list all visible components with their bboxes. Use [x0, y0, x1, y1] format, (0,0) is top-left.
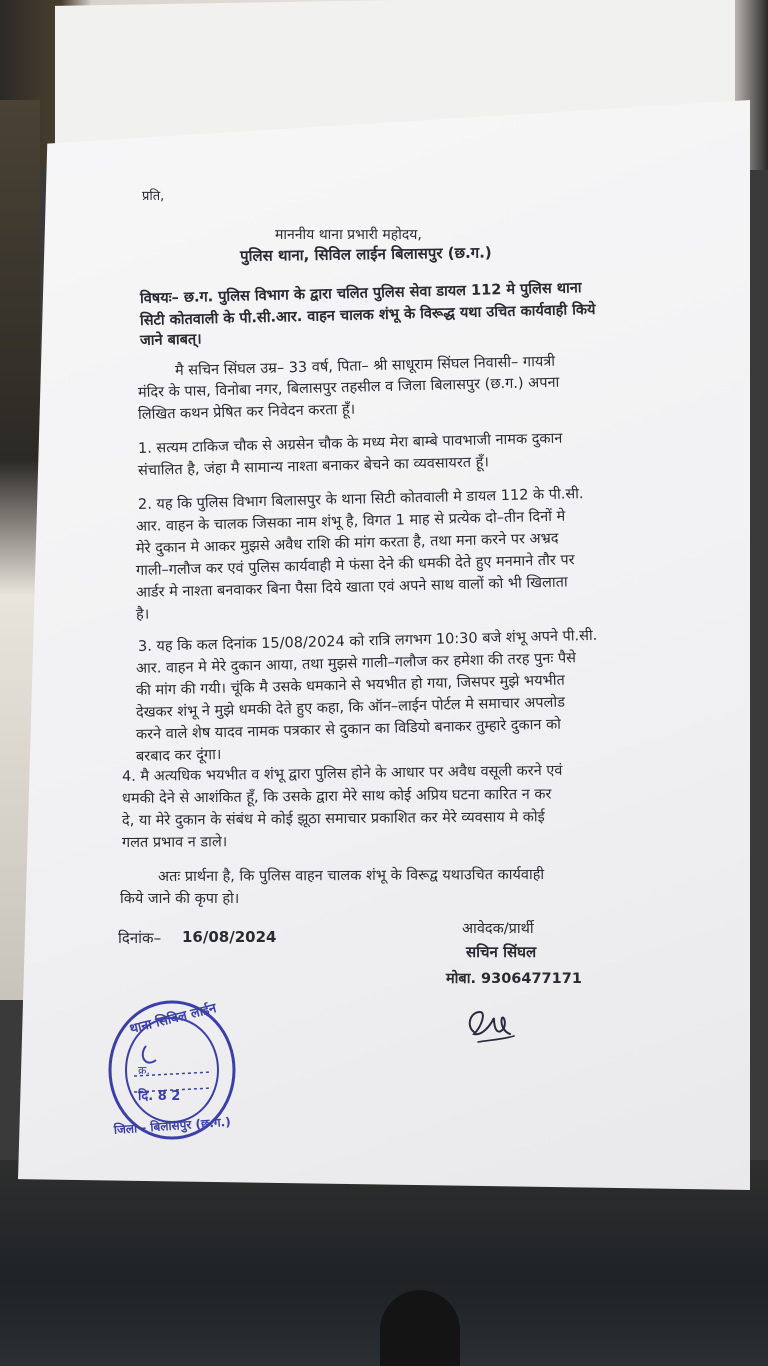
point2-line-6: है। — [135, 606, 150, 623]
to-label: प्रति, — [142, 189, 165, 204]
stamp-text-top: थाना सिविल लाईन — [128, 1001, 218, 1038]
subject-line-3: जाने बाबत्। — [139, 331, 202, 349]
applicant-name: सचिन सिंघल — [466, 943, 537, 961]
point4-line-3: दे, या मेरे दुकान के संबंध मे कोई झूठा समाचार प्रकाशित कर मेरे व्यवसाय मे कोई — [121, 809, 545, 829]
point3-line-2: आर. वाहन मे मेरे दुकान आया, तथा मुझसे गाली–गलौज कर हमेशा की तरह पुनः पैसे — [135, 650, 577, 677]
point3-line-1: 3. यह कि कल दिनांक 15/08/2024 को रात्रि लगभग 10:30 बजे शंभू अपने पी.सी. — [137, 627, 598, 655]
point2-line-1: 2. यह कि पुलिस विभाग बिलासपुर के थाना सिटी कोतवाली मे डायल 112 के पी.सी. — [137, 486, 584, 513]
stamp-inner-1: क्र. — [138, 1064, 150, 1077]
subject-line-2: सिटी कोतवाली के पी.सी.आर. वाहन चालक शंभू के विरूद्ध यथा उचित कार्यवाही किये — [139, 301, 596, 329]
stamp-text-bottom: जिला - बिलासपुर (छ.ग.) — [113, 1114, 232, 1137]
stamp-inner-2: दि. 8 2 — [138, 1089, 181, 1104]
intro-line-2: मंदिर के पास, विनोबा नगर, बिलासपुर तहसील व जिला बिलासपुर (छ.ग.) अपना — [137, 374, 560, 401]
intro-line-1: मै सचिन सिंघल उम्र– 33 वर्ष, पिता– श्री साधूराम सिंघल निवासी– गायत्री — [174, 353, 556, 379]
addressee-line-1: माननीय थाना प्रभारी महोदय, — [275, 227, 422, 243]
prayer-line-2: किये जाने की कृपा हो। — [120, 891, 240, 907]
intro-line-3: लिखित कथन प्रेषित कर निवेदन करता हूँ। — [137, 401, 356, 423]
applicant-mobile: मोबा. 9306477171 — [446, 971, 582, 987]
date-value: 16/08/2024 — [182, 928, 277, 946]
point3-line-3: की मांग की गयी। चूंकि मै उसके धमकाने से भयभीत हो गया, जिसपर मुझे भयभीत — [135, 672, 565, 699]
point3-line-5: करने वाले शेष यादव नामक पत्रकार से दुकान का विडियो बनाकर तुम्हारे दुकान को — [135, 716, 562, 743]
point1-line-1: 1. सत्यम टाकिज चौक से अग्रसेन चौक के मध्य मेरा बाम्बे पावभाजी नामक दुकान — [137, 430, 563, 457]
signature — [460, 996, 520, 1056]
point4-line-1: 4. मै अत्यधिक भयभीत व शंभू द्वारा पुलिस होने के आधार पर अवैध वसूली करने एवं — [121, 762, 563, 785]
point2-line-3: मेरे दुकान मे आकर मुझसे अवैध राशि की मांग करता है, तथा मना करने पर अभ्रद — [135, 530, 559, 557]
police-station-stamp — [100, 996, 240, 1146]
subject-line-1: विषयः– छ.ग. पुलिस विभाग के द्वारा चलित पुलिस सेवा डायल 112 मे पुलिस थाना — [139, 280, 582, 307]
point2-line-2: आर. वाहन के चालक जिसका नाम शंभू है, विगत 1 माह से प्रत्येक दो–तीन दिनों मे — [135, 508, 566, 535]
addressee-line-2: पुलिस थाना, सिविल लाईन बिलासपुर (छ.ग.) — [239, 243, 492, 265]
applicant-label: आवेदक/प्रार्थी — [462, 921, 534, 937]
point4-line-2: धमकी देने से आशंकित हूँ, कि उसके द्वारा मेरे साथ कोई अप्रिय घटना कारित न कर — [121, 786, 552, 807]
point2-line-5: आर्डर मे नाश्ता बनवाकर बिना पैसा दिये खाता एवं अपने साथ वालों को भी खिलाता — [135, 574, 568, 601]
point4-line-4: गलत प्रभाव न डाले। — [121, 834, 228, 851]
point2-line-4: गाली–गलौज कर एवं पुलिस कार्यवाही मे फंसा देने की धमकी देते हुए मनमाने तौर पर — [135, 552, 575, 579]
point3-line-4: देखकर शंभू ने मुझे धमकी देते हुए कहा, कि ऑन–लाईन पोर्टल मे समाचार अपलोड — [135, 694, 566, 721]
prayer-line-1: अतः प्रार्थना है, कि पुलिस वाहन चालक शंभू के विरूद्व यथाउचित कार्यवाही — [157, 866, 545, 885]
point1-line-2: संचालित है, जंहा मै सामान्य नाश्ता बनाकर बेचने का व्यवसायरत हूँ। — [137, 454, 490, 479]
date-label: दिनांक– — [118, 929, 162, 947]
point3-line-6: बरबाद कर दूंगा। — [135, 746, 222, 765]
